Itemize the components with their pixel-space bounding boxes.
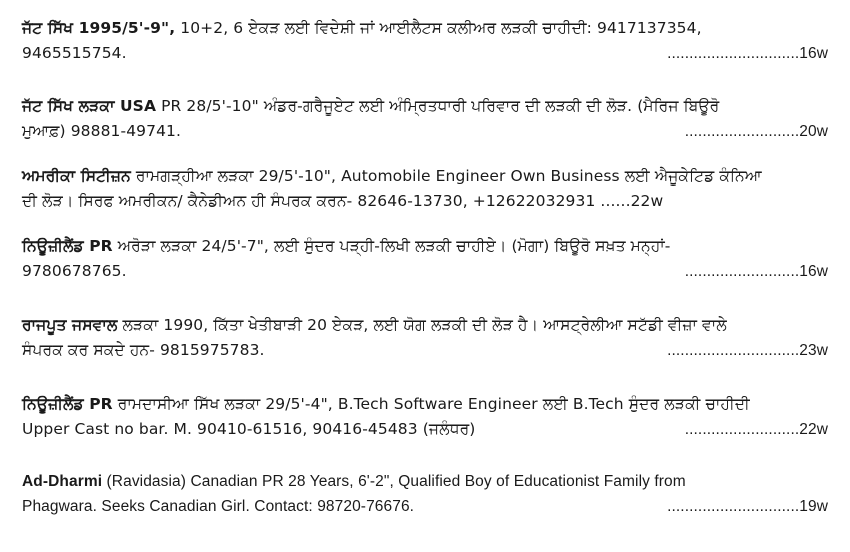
- ad-contact: ਸੰਪਰਕ ਕਰ ਸਕਦੇ ਹਨ- 9815975783.: [22, 341, 265, 359]
- ad-5: [22, 313, 828, 363]
- ad-code: ..........................22w: [684, 421, 828, 438]
- ad-contact: 9780678765.: [22, 262, 127, 280]
- ad-code: ..............................16w: [667, 45, 828, 62]
- ad-text: ਅਰੋੜਾ ਲੜਕਾ 24/5'-7", ਲਈ ਸੁੰਦਰ ਪੜ੍ਹੀ-ਲਿਖੀ ਲੜਕੀ ਚਾਹੀਏ। (ਮੋਗਾ) ਬਿਊਰੋ ਸਖ਼ਤ ਮਨ੍ਹਾਂ-: [112, 237, 671, 255]
- ad-line-1: [22, 469, 828, 494]
- ad-4: [22, 234, 828, 284]
- ad-text: PR 28/5'-10" ਅੰਡਰ-ਗਰੈਜੂਏਟ ਲਈ ਅੰਮ੍ਰਿਤਧਾਰੀ ਪਰਿਵਾਰ ਦੀ ਲੜਕੀ ਦੀ ਲੋੜ. (ਮੈਰਿਜ ਬਿਊਰੋ: [156, 97, 720, 115]
- ad-headline: ਜੱਟ ਸਿੱਖ 1995/5'-9",: [22, 19, 176, 37]
- ad-2: [22, 94, 828, 144]
- ad-headline: Ad-Dharmi: [22, 473, 103, 490]
- ad-line-2: [22, 189, 828, 214]
- ad-contact: 9465515754.: [22, 44, 127, 62]
- ad-line-2: [22, 41, 828, 66]
- ad-text: ਲੜਕਾ 1990, ਕਿੱਤਾ ਖੇਤੀਬਾੜੀ 20 ਏਕੜ, ਲਈ ਯੋਗ ਲੜਕੀ ਦੀ ਲੋੜ ਹੈ। ਆਸਟ੍ਰੇਲੀਆ ਸਟੱਡੀ ਵੀਜ਼ਾ ਵਾਲੇ: [117, 316, 727, 334]
- ad-text: ਰਾਮਗੜ੍ਹੀਆ ਲੜਕਾ 29/5'-10", Automobile Engineer Own Business ਲਈ ਐਜੂਕੇਟਿਡ ਕੰਨਿਆ: [130, 167, 762, 185]
- ad-line-1: [22, 234, 828, 259]
- ad-line-1: [22, 313, 828, 338]
- ad-line-2: [22, 119, 828, 144]
- ad-3: [22, 164, 828, 214]
- ad-code: ..........................20w: [684, 123, 828, 140]
- ad-text: (Ravidasia) Canadian PR 28 Years, 6'-2", Qualified Boy of Educationist Family from: [102, 473, 686, 490]
- ad-headline: ਨਿਊਜ਼ੀਲੈਂਡ PR: [22, 395, 113, 413]
- ad-1: [22, 16, 828, 66]
- ad-code: ..............................19w: [667, 498, 828, 515]
- ad-code: ..............................23w: [667, 342, 828, 359]
- ad-7: [22, 469, 828, 519]
- ad-6: [22, 392, 828, 442]
- ad-line-1: [22, 164, 828, 189]
- ad-line-2: [22, 494, 828, 519]
- ad-headline: ਜੱਟ ਸਿੱਖ ਲੜਕਾ USA: [22, 97, 157, 115]
- ad-line-2: [22, 338, 828, 363]
- ad-headline: ਅਮਰੀਕਾ ਸਿਟੀਜ਼ਨ: [22, 167, 131, 185]
- ad-contact: Upper Cast no bar. M. 90410-61516, 90416-45483 (ਜਲੰਧਰ): [22, 420, 476, 438]
- ad-line-1: [22, 392, 828, 417]
- ad-contact: Phagwara. Seeks Canadian Girl. Contact: 98720-76676.: [22, 498, 415, 515]
- ad-code: ..........................16w: [684, 263, 828, 280]
- ad-headline: ਨਿਊਜ਼ੀਲੈਂਡ PR: [22, 237, 113, 255]
- ad-text: ਰਾਮਦਾਸੀਆ ਸਿੱਖ ਲੜਕਾ 29/5'-4", B.Tech Software Engineer ਲਈ B.Tech ਸੁੰਦਰ ਲੜਕੀ ਚਾਹੀਦੀ: [112, 395, 750, 413]
- ad-line-2: [22, 417, 828, 442]
- ad-line-1: [22, 16, 828, 41]
- ad-line-1: [22, 94, 828, 119]
- ad-text: 10+2, 6 ਏਕੜ ਲਈ ਵਿਦੇਸ਼ੀ ਜਾਂ ਆਈਲੈਟਸ ਕਲੀਅਰ ਲੜਕੀ ਚਾਹੀਦੀ: 9417137354,: [175, 19, 702, 37]
- ad-contact: ਦੀ ਲੋੜ। ਸਿਰਫ ਅਮਰੀਕਨ/ ਕੈਨੇਡੀਅਨ ਹੀ ਸੰਪਰਕ ਕਰਨ- 82646-13730, +12622032931 ......22w: [22, 192, 664, 210]
- ad-line-2: [22, 259, 828, 284]
- ad-headline: ਰਾਜਪੂਤ ਜਸਵਾਲ: [22, 316, 118, 334]
- ad-contact: ਮੁਆਫ਼) 98881-49741.: [22, 122, 182, 140]
